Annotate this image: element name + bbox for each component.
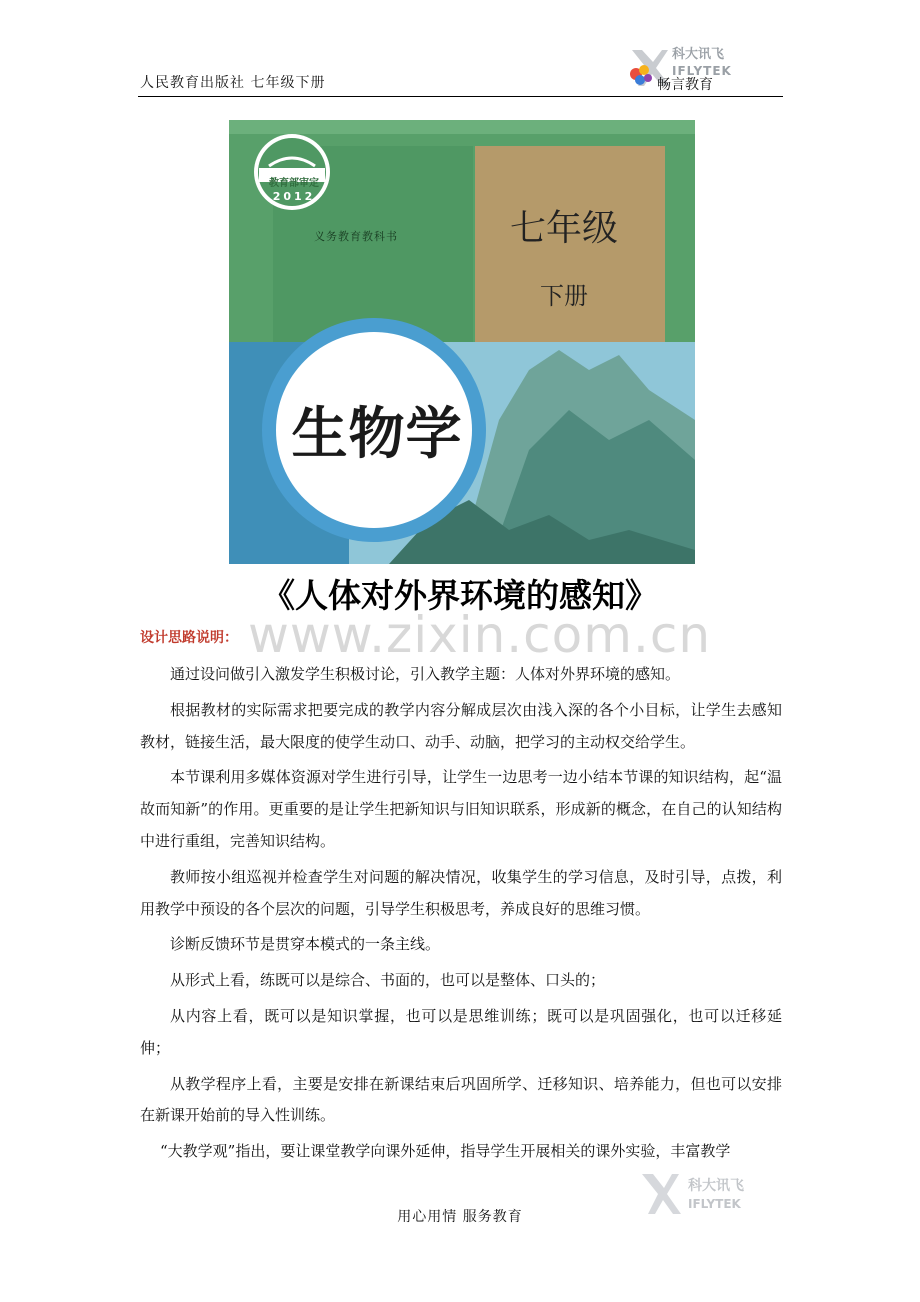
header-brand: 畅言教育	[657, 77, 713, 93]
seal-year: 2012	[272, 190, 316, 203]
cover-series: 义务教育教科书	[314, 230, 398, 243]
design-notes-body	[140, 659, 782, 1172]
logo-text-en: IFLYTEK	[672, 64, 732, 78]
cover-volume: 下册	[540, 282, 588, 310]
paragraph: 本节课利用多媒体资源对学生进行引导，让学生一边思考一边小结本节课的知识结构，起“温故而知新”的作用。更重要的是让学生把新知识与旧知识联系，形成新的概念，在自己的认知结构中进行重组，完善知识结构。	[140, 768, 782, 850]
watermark-logo-cn: 科大讯飞	[688, 1178, 744, 1194]
paragraph: 根据教材的实际需求把要完成的教学内容分解成层次由浅入深的各个小目标，让学生去感知教材，链接生活，最大限度的使学生动口、动手、动脑，把学习的主动权交给学生。	[140, 700, 782, 751]
paragraph: 通过设问做引入激发学生积极讨论，引入教学主题：人体对外界环境的感知。	[170, 665, 681, 683]
paragraph: 从形式上看，练既可以是综合、书面的，也可以是整体、口头的；	[170, 971, 606, 990]
paragraph: 从教学程序上看，主要是安排在新课结束后巩固所学、迁移知识、培养能力，但也可以安排在新课开始前的导入性训练。	[140, 1074, 782, 1125]
watermark-logo-en: IFLYTEK	[688, 1197, 741, 1211]
document-title: 《人体对外界环境的感知》	[262, 576, 658, 615]
paragraph-last: “大教学观”指出，要让课堂教学向课外延伸，指导学生开展相关的课外实验，丰富教学	[160, 1142, 731, 1161]
site-watermark: www.zixin.com.cn	[248, 606, 712, 664]
seal-approval-text: 教育部审定	[269, 178, 319, 189]
header-publisher: 人民教育出版社 七年级下册	[140, 75, 326, 91]
paragraph: 教师按小组巡视并检查学生对问题的解决情况，收集学生的学习信息，及时引导，点拨，利用教学中预设的各个层次的问题，引导学生积极思考，养成良好的思维习惯。	[140, 867, 782, 918]
footer-slogan: 用心用情 服务教育	[397, 1209, 523, 1225]
header-divider	[138, 96, 783, 97]
cover-grade: 七年级	[509, 208, 618, 249]
textbook-cover-image	[229, 120, 695, 564]
section-label: 设计思路说明：	[140, 630, 238, 646]
cover-subject: 生物学	[291, 401, 463, 467]
paragraph: 从内容上看，既可以是知识掌握，也可以是思维训练；既可以是巩固强化，也可以迁移延伸；	[140, 1006, 782, 1057]
logo-text-cn: 科大讯飞	[672, 47, 725, 62]
paragraph: 诊断反馈环节是贯穿本模式的一条主线。	[170, 935, 441, 954]
